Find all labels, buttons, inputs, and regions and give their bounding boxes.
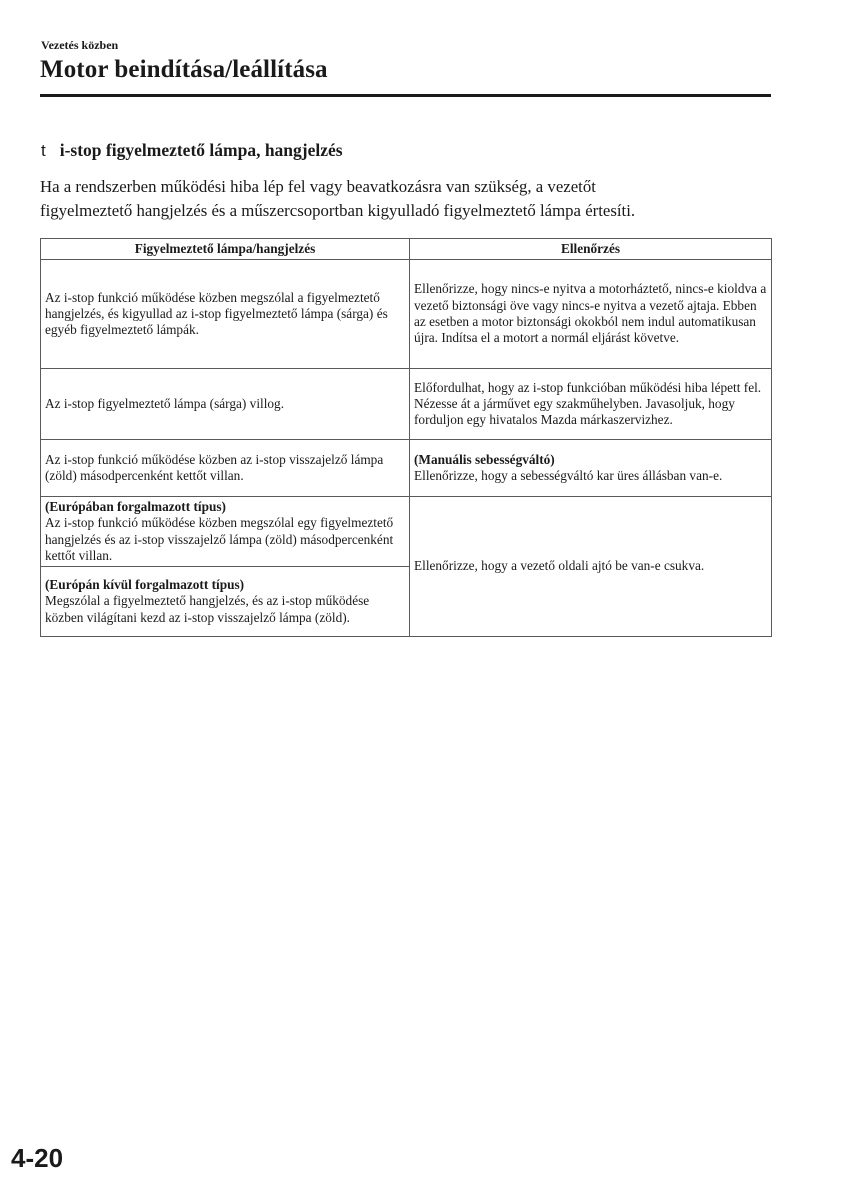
table-row <box>41 497 772 567</box>
warning-cell-text: Megszólal a figyelmeztető hangjelzés, és az i-stop működése közben világítani kezd az i-stop visszajelző lámpa (zöld). <box>45 593 370 625</box>
column-header-check: Ellenőrzés <box>410 239 772 260</box>
warning-cell <box>41 497 410 567</box>
page-number: 4-20 <box>11 1143 64 1173</box>
page-title: Motor beindítása/leállítása <box>40 56 328 83</box>
table-row <box>41 440 772 497</box>
intro-line: Ha a rendszerben működési hiba lép fel vagy beavatkozásra van szükség, a vezetőt <box>40 177 596 196</box>
warning-cell-title: (Európán kívül forgalmazott típus) <box>45 577 245 593</box>
check-cell <box>410 440 772 497</box>
check-cell: Ellenőrizze, hogy a vezető oldali ajtó be van-e csukva. <box>410 497 772 637</box>
check-cell: Előfordulhat, hogy az i-stop funkcióban működési hiba lépett fel. Nézesse át a járművet egy szakműhelyben. Javasoljuk, hogy forduljon egy hivatalos Mazda márkaszervizhez. <box>410 369 772 440</box>
table-row <box>41 260 772 369</box>
section-heading-text: i-stop figyelmeztető lámpa, hangjelzés <box>59 140 343 160</box>
running-header: Vezetés közben <box>41 38 119 52</box>
table-row <box>41 369 772 440</box>
check-cell-text: Ellenőrizze, hogy a sebességváltó kar üres állásban van-e. <box>414 468 723 483</box>
intro-line: figyelmeztető hangjelzés és a műszercsoportban kigyulladó figyelmeztető lámpa értesíti. <box>40 201 636 220</box>
title-rule <box>40 94 771 97</box>
table-header-row <box>41 239 772 260</box>
warning-cell: Az i-stop figyelmeztető lámpa (sárga) villog. <box>41 369 410 440</box>
intro-paragraph <box>40 175 775 223</box>
column-header-warning: Figyelmeztető lámpa/hangjelzés <box>41 239 410 260</box>
warning-cell-text: Az i-stop funkció működése közben megszólal egy figyelmeztető hangjelzés és az i-stop visszajelző lámpa (zöld) másodpercenként kettőt villan. <box>45 515 394 563</box>
warning-table <box>40 238 772 637</box>
check-cell: Ellenőrizze, hogy nincs-e nyitva a motorháztető, nincs-e kioldva a vezető biztonsági öve vagy nincs-e nyitva a vezető ajtaja. Ebben az esetben a motor biztonsági okokból nem indul automatikusan újra. Indítsa el a motort a normál eljárást követve. <box>410 260 772 369</box>
check-cell-title: (Manuális sebességváltó) <box>414 451 555 467</box>
warning-cell <box>41 567 410 637</box>
warning-cell: Az i-stop funkció működése közben az i-stop visszajelző lámpa (zöld) másodpercenként kettőt villan. <box>41 440 410 497</box>
bullet-marker-icon: t <box>41 141 46 160</box>
warning-cell: Az i-stop funkció működése közben megszólal a figyelmeztető hangjelzés, és kigyullad az i-stop figyelmeztető lámpa (sárga) és egyéb figyelmeztető lámpák. <box>41 260 410 369</box>
section-heading <box>41 140 343 161</box>
warning-cell-title: (Európában forgalmazott típus) <box>45 498 226 514</box>
